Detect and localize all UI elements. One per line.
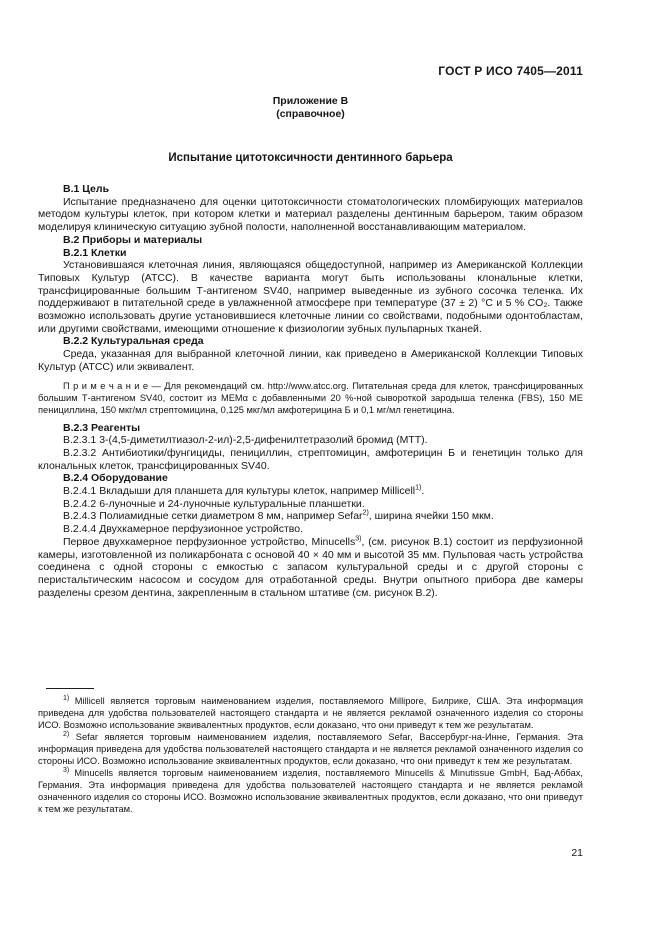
paragraph: В.2.4.1 Вкладыши для планшета для культуры клеток, например Millicell$^{1)}$. — [63, 484, 425, 498]
page-title: Испытание цитотоксичности дентинного барьера — [168, 152, 453, 164]
footnote-marker: 1) — [63, 694, 70, 702]
footnotes-section — [38, 688, 583, 815]
paragraph: Установившаяся клеточная линия, являющаяся общедоступной, например из Американской Коллекции Типовых Культур (АТСС). В качестве варианта могут быть использованы клональные клетки, трансфицированные большим Т-антигеном SV40, например выведенные из зубного сосочка теленка. Их поддерживают в питательной среде в увлажненной атмосфере при температуре (37 ± 2) °С и 5 % CO₂. Также возможно использовать другие установившиеся клеточные линии со свойствами, подобными одонтобластам, или другими свойствами, имеющими отношение к физиологии зубных пульпарных тканей. — [38, 259, 583, 335]
section-heading: В.2.2 Культуральная среда — [63, 335, 204, 348]
footnote-ref: 1) — [415, 484, 422, 492]
appendix-label: Приложение В — [272, 95, 349, 107]
footnote: $^{2)}$ Sefar является торговым наименованием изделия, поставляемого Sefar, Вассербург-на-Инне, Германия. Эта информация приведена для удобства пользователей настоящего стандарта и не является рекламой означенного изделия со стороны ИСО. Возможно использование эквивалентных продуктов, если доказано, что они приведут к тем же результатам. — [38, 730, 583, 766]
footnote-ref: 2) — [362, 509, 369, 517]
appendix-block — [38, 95, 583, 121]
paragraph: В.2.4.3 Полиамидные сетки диаметром 8 мм, например Sefar$^{2)}$, ширина ячейки 150 мкм. — [63, 509, 494, 523]
paragraph: В.2.3.2 Антибиотики/фунгициды, пенициллин, стрептомицин, амфотерицин Б и генетицин только для клональных клеток, трансфицированных SV40. — [38, 446, 583, 472]
note-paragraph: П р и м е ч а н и е — Для рекомендаций см. http://www.atcc.org. Питательная среда для клеток, трансфицированных большим Т-антигеном SV40, состоит из MEMα с добавленными 20 %-ной сывороткой зародыша теленка (FBS), 150 МЕ пенициллина, 150 мкг/мл стрептомицина, 0,125 мкг/мл амфотерицина Б и 0,1 мг/мл генетицина. — [38, 380, 583, 415]
footnote-marker: 2) — [63, 730, 70, 738]
paragraph: Среда, указанная для выбранной клеточной линии, как приведено в Американской Коллекции Типовых Культур (АТСС) или эквивалент. — [38, 348, 583, 373]
footnote-rule — [46, 688, 94, 689]
paragraph: В.2.4.4 Двухкамерное перфузионное устройство. — [63, 523, 303, 536]
section-heading: В.2.4 Оборудование — [63, 472, 168, 485]
appendix-kind: (справочное) — [276, 108, 345, 120]
document-body — [38, 183, 583, 599]
footnote-list — [38, 695, 583, 815]
section-heading: В.1 Цель — [63, 183, 110, 195]
footnote-marker: 3) — [63, 766, 70, 774]
section-heading: В.2.3 Реагенты — [63, 421, 141, 434]
paragraph: В.2.3.1 3-(4,5-диметилтиазол-2-ил)-2,5-дифенилтетразолий бромид (МТТ). — [63, 434, 428, 447]
footnote: $^{1)}$ Millicell является торговым наименованием изделия, поставляемого Millipore, Билрике, США. Эта информация приведена для удобства пользователей настоящего стандарта и не является рекламой означенного изделия со стороны ИСО. Возможно использование эквивалентных продуктов, если доказано, что они приведут к тем же результатам. — [38, 694, 583, 730]
footnote-ref: 3) — [355, 535, 362, 543]
paragraph: Испытание предназначено для оценки цитотоксичности стоматологических пломбирующих материалов методом культуры клеток, при котором клетки и материал разделены дентинным барьером, таким образом моделируя клиническую ситуацию зубной полости, наполненной восстанавливающим материалом. — [38, 195, 583, 234]
paragraph: В.2.4.2 6-луночные и 24-луночные культуральные планшетки. — [63, 497, 365, 510]
section-heading: В.2 Приборы и материалы — [63, 233, 203, 246]
paragraph: Первое двухкамерное перфузионное устройство, Minucells$^{3)}$, (см. рисунок В.1) состоит из перфузионной камеры, изготовленной из поликарбоната с основой 40 × 40 мм и высотой 35 мм. Пульповая часть устройства соединена с одной стороны с емкостью с запасом культуральной среды и с другой стороны с перистальтическим насосом и сосудом для отработанной среды. Внутри опытного прибора две камеры разделены срезом дентина, закрепленным в стальном штативе (см. рисунок В.2). — [38, 535, 584, 599]
page-number: 21 — [571, 847, 583, 859]
section-heading: В.2.1 Клетки — [63, 246, 127, 259]
footnote: $^{3)}$ Minucells является торговым наименованием изделия, поставляемого Minucells & Minutissue GmbH, Бад-Аббах, Германия. Эта информация приведена для удобства пользователей настоящего стандарта и не является рекламой означенного изделия со стороны ИСО. Возможно использование эквивалентных продуктов, если доказано, что они приведут к тем же результатам. — [38, 766, 583, 814]
document-code: ГОСТ Р ИСО 7405—2011 — [438, 64, 583, 78]
